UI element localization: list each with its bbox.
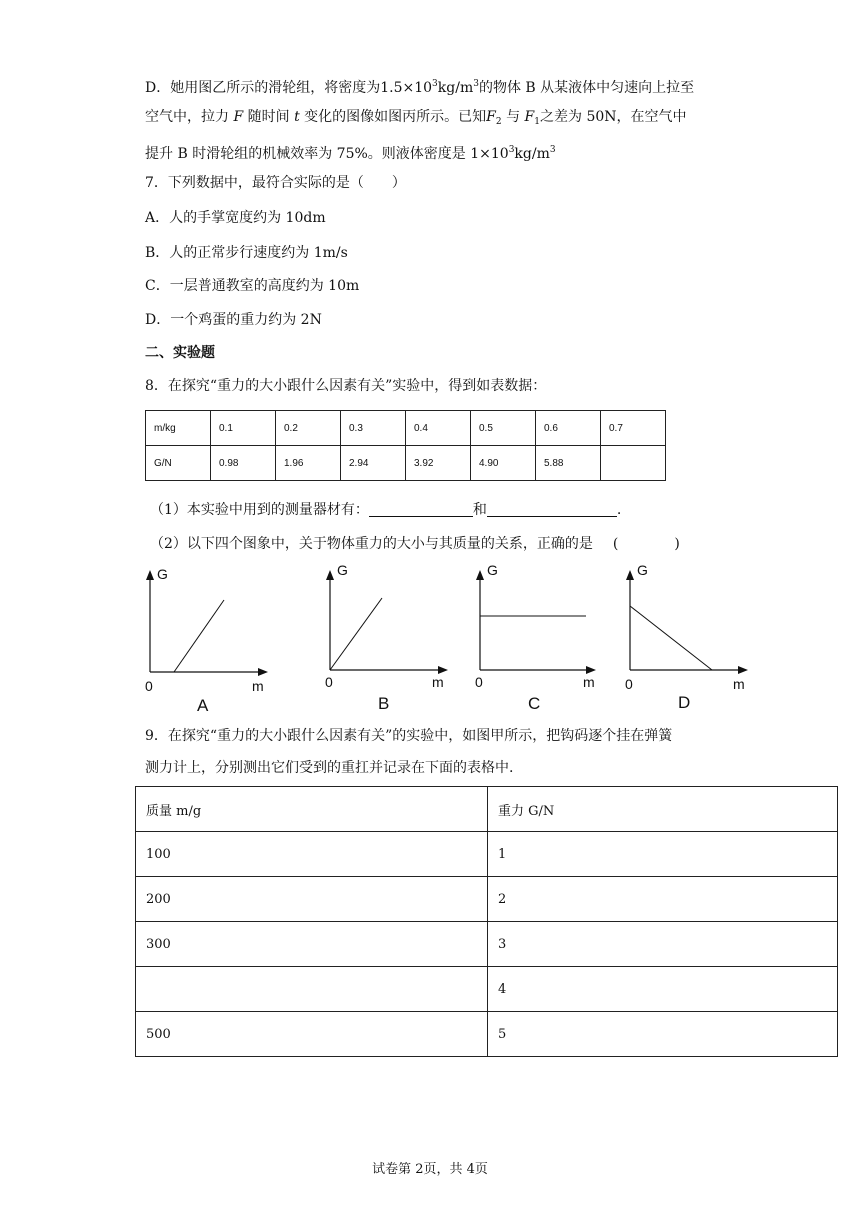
table-row <box>146 411 666 446</box>
y-arrow-icon <box>326 570 334 580</box>
x-arrow-icon <box>586 666 596 674</box>
table-header-cell: 重力 G/N <box>488 787 838 832</box>
text: 时滑轮组的机械效率为 <box>192 146 333 162</box>
table-cell: 500 <box>136 1012 488 1057</box>
graph-caption: D <box>678 693 691 712</box>
text: 50N <box>586 109 617 125</box>
graph-c <box>470 560 620 720</box>
origin-label: 0 <box>325 674 333 690</box>
x-label: m <box>432 674 444 690</box>
q6-option-d-line1 <box>145 74 694 98</box>
answer-paren[interactable]: ( ) <box>612 536 680 552</box>
q7-option-b: B．人的正常步行速度约为 1m/s <box>145 245 348 261</box>
y-label: G <box>637 562 648 578</box>
origin-label: 0 <box>475 674 483 690</box>
graph-a-svg <box>140 560 290 720</box>
x-label: m <box>252 678 264 694</box>
graph-d-svg <box>620 560 770 720</box>
table-cell: 0.3 <box>341 411 406 446</box>
table-row <box>136 832 838 877</box>
graph-d <box>620 560 770 720</box>
table-cell: 0.2 <box>276 411 341 446</box>
graph-line <box>174 600 224 672</box>
y-label: G <box>157 566 168 582</box>
text: 75% <box>336 146 368 162</box>
q6-option-d-line2 <box>145 107 687 132</box>
table-cell: 3.92 <box>406 446 471 481</box>
table-cell: 4 <box>488 967 838 1012</box>
text: t <box>294 109 300 125</box>
table-cell: 0.98 <box>211 446 276 481</box>
text: B <box>525 80 536 96</box>
table-cell: 5 <box>488 1012 838 1057</box>
text: 空气中，拉力 <box>145 109 229 125</box>
text: 和 <box>472 502 487 518</box>
graph-line <box>630 606 712 670</box>
table-row <box>146 446 666 481</box>
text: （2）以下四个图象中，关于物体重力的大小与其质量的关系，正确的是 <box>150 536 593 552</box>
q8-data-table <box>145 410 666 481</box>
text: 1 <box>534 117 540 127</box>
text: ，在空气中 <box>616 109 687 125</box>
q7-stem: 7．下列数据中，最符合实际的是（ ） <box>145 175 406 191</box>
table-cell: 0.4 <box>406 411 471 446</box>
x-label: m <box>583 674 595 690</box>
text: （1）本实验中用到的测量器材有： <box>150 502 369 518</box>
q6-option-d-line3 <box>145 140 556 164</box>
text: 3 <box>473 79 479 89</box>
table-cell: 1 <box>488 832 838 877</box>
x-arrow-icon <box>438 666 448 674</box>
table-cell: m/kg <box>146 411 211 446</box>
q7-option-c: C．一层普通教室的高度约为 10m <box>145 278 360 294</box>
table-cell: 0.1 <box>211 411 276 446</box>
text: F <box>233 109 244 125</box>
section-title: 二、实验题 <box>145 345 215 361</box>
graph-b <box>320 560 470 720</box>
table-row <box>136 877 838 922</box>
q8-sub2 <box>150 534 680 554</box>
text: 3 <box>508 145 515 155</box>
page-footer: 试卷第 2页，共 4页 <box>372 1162 488 1177</box>
table-cell: 4.90 <box>471 446 536 481</box>
graph-b-svg <box>320 560 470 720</box>
text: 随时间 <box>247 109 290 125</box>
text: 之差为 <box>539 109 582 125</box>
graph-a <box>140 560 290 720</box>
graph-caption: B <box>378 694 390 713</box>
q9-stem-line2: 测力计上，分别测出它们受到的重扛并记录在下面的表格中. <box>145 760 514 776</box>
x-label: m <box>733 676 745 692</box>
text: 3 <box>549 145 556 155</box>
table-cell: G/N <box>146 446 211 481</box>
table-cell: 0.6 <box>536 411 601 446</box>
q9-stem-line1: 9．在探究“重力的大小跟什么因素有关”的实验中，如图甲所示，把钩码逐个挂在弹簧 <box>145 728 673 744</box>
text: F <box>486 109 496 125</box>
table-row <box>136 1012 838 1057</box>
origin-label: 0 <box>625 676 633 692</box>
graph-line <box>330 598 382 670</box>
text: 1×10 <box>470 146 509 162</box>
table-row <box>136 922 838 967</box>
table-header-cell: 质量 m/g <box>136 787 488 832</box>
text: 提升 <box>145 146 173 162</box>
answer-blank-1[interactable] <box>369 501 473 517</box>
text: D．她用图乙所示的滑轮组，将密度为 <box>145 80 381 96</box>
table-cell: 0.5 <box>471 411 536 446</box>
table-cell: 3 <box>488 922 838 967</box>
table-cell <box>601 446 666 481</box>
text: 的物体 <box>478 80 521 96</box>
graph-caption: A <box>197 696 209 715</box>
text: 2 <box>495 117 502 127</box>
table-cell: 2 <box>488 877 838 922</box>
origin-label: 0 <box>145 678 153 694</box>
answer-blank-2[interactable] <box>487 501 617 517</box>
q7-option-d: D．一个鸡蛋的重力约为 2N <box>145 312 322 328</box>
text: 变化的图像如图丙所示。已知 <box>304 109 487 125</box>
q8-sub1 <box>150 500 621 520</box>
text: 1.5×10 <box>380 80 433 96</box>
x-arrow-icon <box>258 668 268 676</box>
y-arrow-icon <box>626 570 634 580</box>
text: 与 <box>506 109 521 125</box>
text: kg/m <box>437 80 474 96</box>
y-label: G <box>337 562 348 578</box>
table-cell: 1.96 <box>276 446 341 481</box>
table-cell: 5.88 <box>536 446 601 481</box>
graph-caption: C <box>528 694 541 713</box>
text: 从某液体中匀速向上拉至 <box>540 80 695 96</box>
text: F <box>524 109 535 125</box>
table-cell: 0.7 <box>601 411 666 446</box>
q7-option-a: A．人的手掌宽度约为 10dm <box>145 210 326 226</box>
table-cell: 300 <box>136 922 488 967</box>
table-cell: 100 <box>136 832 488 877</box>
table-row <box>136 967 838 1012</box>
text: kg/m <box>514 146 550 162</box>
x-arrow-icon <box>738 666 748 674</box>
y-arrow-icon <box>476 570 484 580</box>
y-label: G <box>487 562 498 578</box>
text: B <box>177 146 188 162</box>
q8-stem: 8．在探究“重力的大小跟什么因素有关”实验中，得到如表数据： <box>145 378 547 394</box>
text: 3 <box>432 79 438 89</box>
text: . <box>616 502 622 518</box>
table-header-row <box>136 787 838 832</box>
graph-c-svg <box>470 560 620 720</box>
table-cell-empty[interactable] <box>136 967 488 1012</box>
text: 。则液体密度是 <box>367 146 466 162</box>
y-arrow-icon <box>146 570 154 580</box>
table-cell: 2.94 <box>341 446 406 481</box>
table-cell: 200 <box>136 877 488 922</box>
q9-data-table <box>135 786 838 1057</box>
